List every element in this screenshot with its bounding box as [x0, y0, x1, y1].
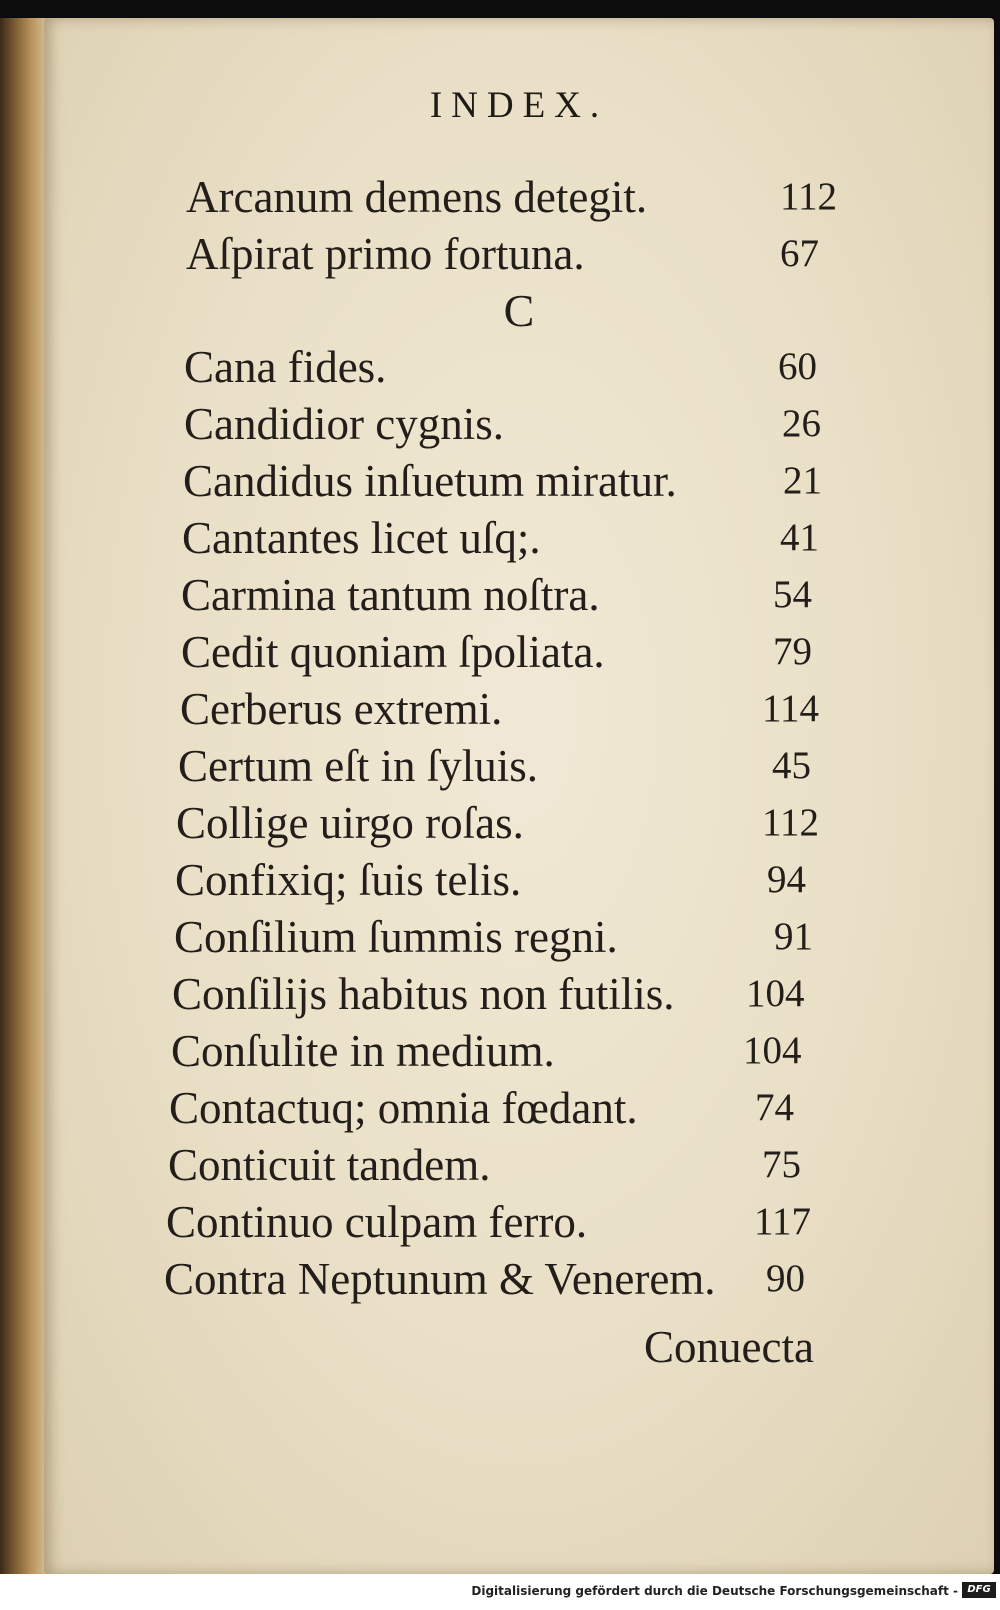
index-entries	[44, 18, 994, 1418]
entry-phrase: Conſulite in medium.	[171, 1026, 555, 1076]
catchword: Conuecta	[644, 1322, 814, 1372]
entry-phrase: Aſpirat primo fortuna.	[186, 229, 585, 279]
index-entry	[174, 908, 824, 966]
entry-page-number: 75	[762, 1143, 801, 1186]
index-entry	[181, 566, 831, 624]
entry-page-number: 112	[780, 175, 838, 218]
entry-page-number: 54	[773, 573, 812, 616]
index-entry	[186, 225, 836, 283]
index-entry	[184, 395, 834, 453]
entry-phrase: Conticuit tandem.	[168, 1140, 491, 1190]
entry-page-number: 45	[772, 744, 811, 787]
index-entry	[164, 1250, 824, 1308]
entry-page-number: 114	[762, 687, 820, 730]
entry-phrase: Collige uirgo roſas.	[176, 798, 524, 848]
dfg-logo-icon: DFG	[962, 1582, 996, 1598]
entry-page-number: 117	[754, 1200, 812, 1243]
scanned-book-page	[0, 18, 1000, 1574]
entry-phrase: Candidus inſuetum miratur.	[183, 456, 677, 506]
entry-phrase: Cedit quoniam ſpoliata.	[181, 627, 605, 677]
entry-phrase: Contra Neptunum & Venerem.	[164, 1254, 716, 1304]
entry-page-number: 41	[780, 516, 819, 559]
entry-page-number: 104	[746, 972, 805, 1015]
index-entry	[168, 1136, 818, 1194]
entry-page-number: 67	[780, 232, 819, 275]
entry-phrase: Conſilijs habitus non futilis.	[172, 969, 675, 1019]
entry-phrase: Arcanum demens detegit.	[186, 172, 648, 222]
page-title: INDEX.	[429, 85, 609, 126]
entry-page-number: 74	[755, 1086, 794, 1129]
index-entry	[172, 965, 822, 1023]
funding-credit: Digitalisierung gefördert durch die Deutsche Forschungsgemeinschaft -	[471, 1584, 958, 1598]
index-entry	[169, 1079, 819, 1137]
entry-phrase: Candidior cygnis.	[184, 399, 504, 449]
entry-page-number: 90	[766, 1257, 805, 1300]
entry-page-number: 104	[743, 1029, 802, 1072]
index-entry	[175, 851, 825, 909]
index-entry	[176, 794, 826, 852]
entry-page-number: 94	[767, 858, 806, 901]
entry-page-number: 79	[773, 630, 812, 673]
book-spine	[0, 18, 48, 1574]
index-entry	[166, 1193, 816, 1251]
index-entry	[178, 737, 828, 795]
index-entry	[181, 623, 831, 681]
index-entry	[184, 338, 834, 396]
entry-phrase: Continuo culpam ferro.	[166, 1197, 588, 1247]
section-letter: C	[503, 285, 535, 336]
entry-phrase: Confixiq; ſuis telis.	[175, 855, 522, 905]
entry-phrase: Cana fides.	[184, 342, 387, 392]
entry-phrase: Contactuq; omnia fœdant.	[169, 1083, 638, 1133]
entry-page-number: 21	[783, 459, 822, 502]
index-entry	[182, 509, 832, 567]
index-entry	[183, 452, 833, 510]
entry-page-number: 60	[778, 345, 817, 388]
page-sheet	[44, 18, 994, 1574]
entry-phrase: Carmina tantum noſtra.	[181, 570, 600, 620]
entry-page-number: 112	[762, 801, 820, 844]
entry-phrase: Cantantes licet uſq;.	[182, 513, 541, 563]
index-entry	[171, 1022, 821, 1080]
entry-phrase: Certum eſt in ſyluis.	[178, 741, 538, 791]
entry-page-number: 26	[782, 402, 821, 445]
entry-phrase: Cerberus extremi.	[180, 684, 503, 734]
entry-phrase: Conſilium ſummis regni.	[174, 912, 618, 962]
entry-page-number: 91	[774, 915, 813, 958]
index-entry	[186, 168, 836, 226]
digitization-footer	[0, 1574, 1000, 1610]
index-entry	[180, 680, 830, 738]
